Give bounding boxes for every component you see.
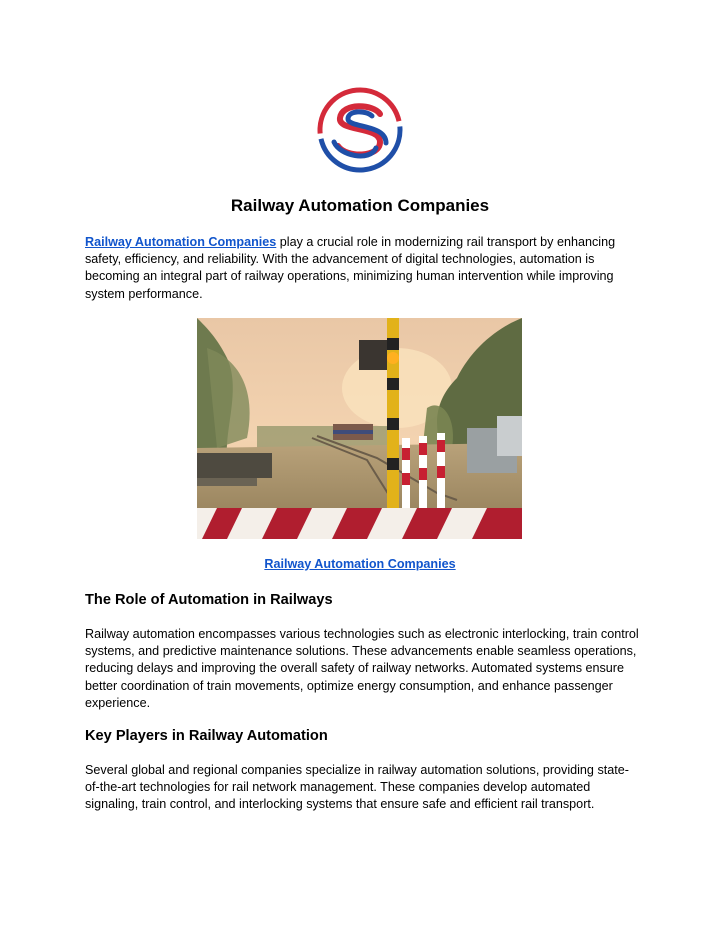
railway-crossing-photo [197,318,522,539]
railway-crossing-illustration [197,318,522,539]
intro-text: play a crucial role in modernizing rail transport by enhancing safety, efficiency, and reliability. With the advancement of digital technologies, automation is becoming an integral part of railway operations, minimizing human intervention while improving system performance. [85,235,616,301]
intro-paragraph [85,234,640,303]
section-body-role: Railway automation encompasses various technologies such as electronic interlocking, train control systems, and predictive maintenance solutions. These advancements enable seamless operations, reducing delays and improving the overall safety of railway networks. Automated systems ensure better coordination of train movements, optimize energy consumption, and enhance passenger experience. [85,627,639,710]
intro-link[interactable]: Railway Automation Companies [85,235,277,249]
warning-posts [402,433,445,508]
section-body-key-players: Several global and regional companies specialize in railway automation solutions, providing state-of-the-art technologies for rail network management. These companies develop automated signaling, train control, and interlocking systems that ensure safe and efficient rail transport. [85,763,629,812]
company-logo [314,86,406,174]
image-caption [0,557,720,571]
section-heading-role: The Role of Automation in Railways [85,592,333,608]
caption-link[interactable]: Railway Automation Companies [264,557,456,571]
document-title: Railway Automation Companies [230,196,490,215]
section-heading-key-players: Key Players in Railway Automation [85,728,328,744]
